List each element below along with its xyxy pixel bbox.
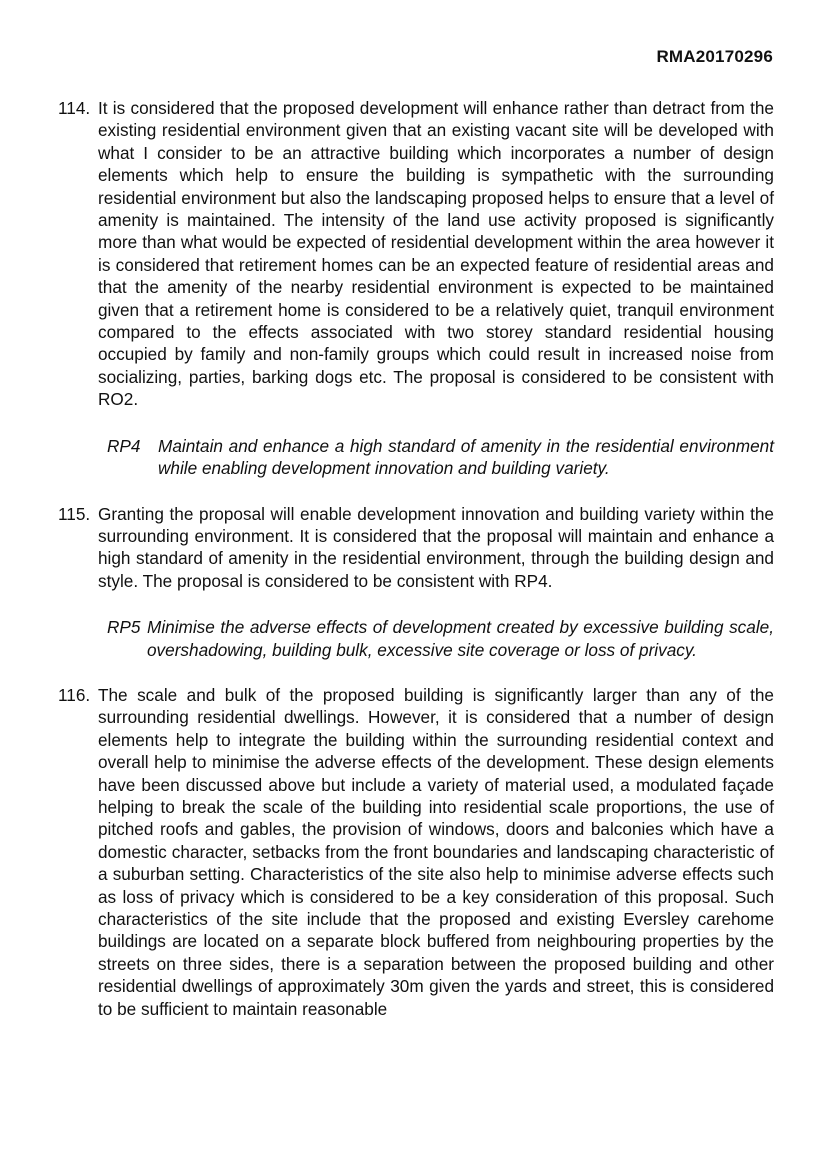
paragraph-number: 115. xyxy=(58,503,91,524)
document-reference: RMA20170296 xyxy=(656,47,773,66)
policy-code: RP5 xyxy=(107,617,141,638)
paragraph-text: Granting the proposal will enable development innovation and building variety within the surrounding environment. It is considered that the proposal will maintain and enhance a high standard of amenity in the residential environment, through the building design and style. The proposal is considered to be consistent with RP4. xyxy=(98,503,774,591)
document-body xyxy=(58,97,774,1044)
paragraph-115 xyxy=(58,503,774,593)
paragraph-text: It is considered that the proposed development will enhance rather than detract from the existing residential environment given that an existing vacant site will be developed with what I consider to be an attractive building which incorporates a number of design elements which help to ensure the building is sympathetic with the surrounding residential environment but also the landscaping proposed helps to ensure that a level of amenity is maintained. The intensity of the land use activity proposed is significantly more than what would be expected of residential development within the area however it is considered that retirement homes can be an expected feature of residential areas and that the amenity of the nearby residential environment is expected to be maintained given that a retirement home is considered to be a relatively quiet, tranquil environment compared to the effects associated with two storey standard residential housing occupied by family and non-family groups which could result in increased noise from socializing, parties, barking dogs etc. The proposal is considered to be consistent with RO2. xyxy=(98,98,774,410)
policy-rp5 xyxy=(107,616,774,661)
policy-code: RP4 xyxy=(107,435,141,456)
paragraph-114 xyxy=(58,97,774,411)
paragraph-number: 114. xyxy=(58,98,91,118)
policy-rp4 xyxy=(107,435,774,480)
policy-text: Maintain and enhance a high standard of amenity in the residential environment while enabling development innovation and building variety. xyxy=(158,435,774,479)
paragraph-number: 116. xyxy=(58,684,91,705)
paragraph-text: The scale and bulk of the proposed building is significantly larger than any of the surrounding residential dwellings. However, it is considered that a number of design elements help to integrate the building within the surrounding residential context and overall help to minimise the adverse effects of the development. These design elements have been discussed above but include a variety of material used, a modulated façade helping to break the scale of the building into residential scale proportions, the use of pitched roofs and gables, the provision of windows, doors and balconies which have a domestic character, setbacks from the front boundaries and landscaping characteristic of a suburban setting. Characteristics of the site also help to minimise adverse effects such as loss of privacy which is considered to be a key consideration of this proposal. Such characteristics of the site include that the proposed and existing Eversley carehome buildings are located on a separate block buffered from neighbouring properties by the streets on three sides, there is a separation between the proposed building and other residential dwellings of approximately 30m given the yards and street, this is considered to be sufficient to maintain reasonable xyxy=(98,684,774,1019)
policy-text: Minimise the adverse effects of development created by excessive building scale, overshadowing, building bulk, excessive site coverage or loss of privacy. xyxy=(147,617,774,660)
paragraph-116 xyxy=(58,684,774,1020)
